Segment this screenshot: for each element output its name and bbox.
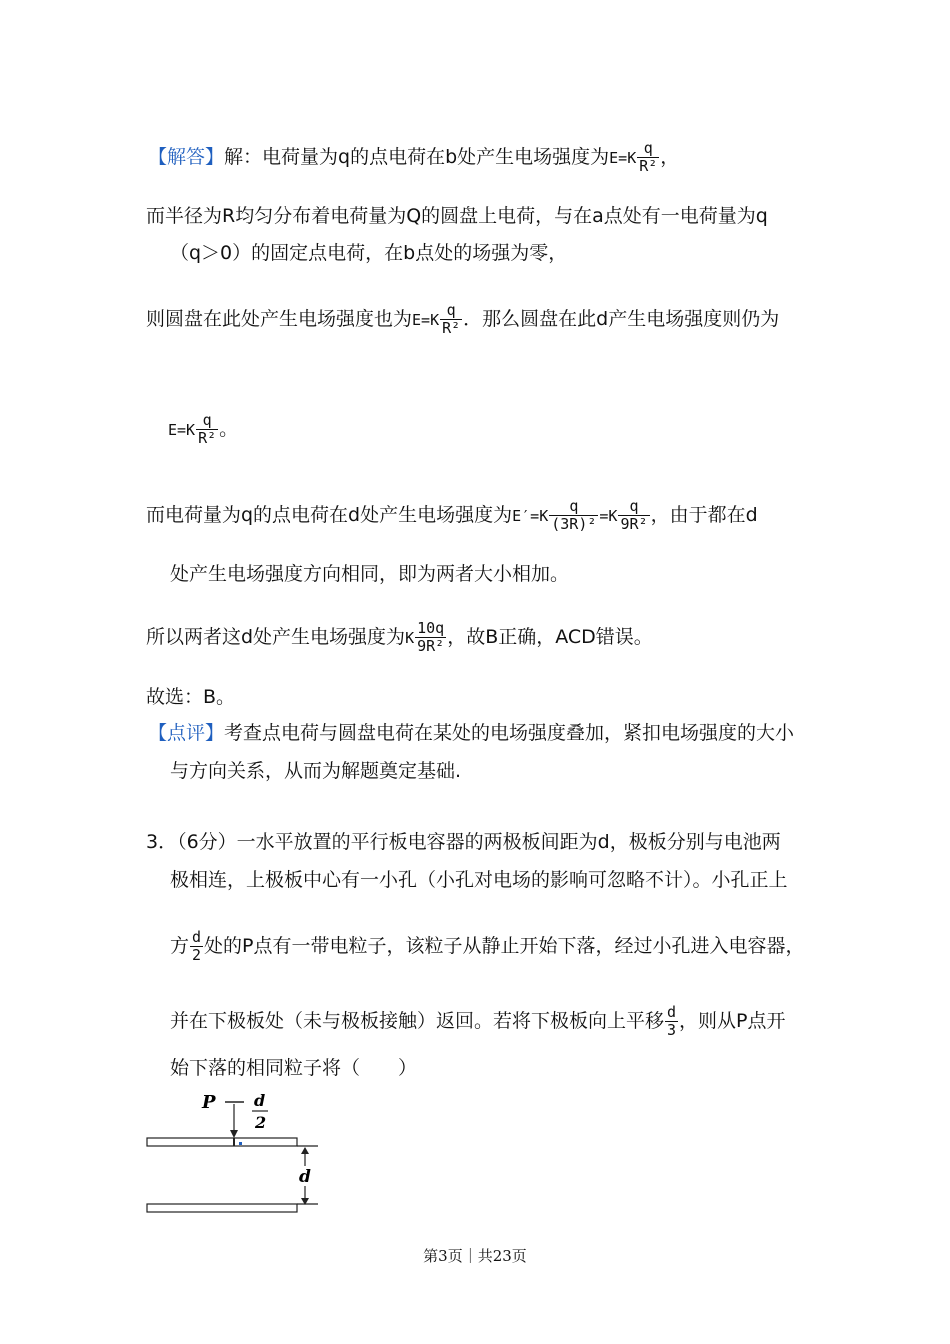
lower-plate bbox=[147, 1204, 297, 1212]
fraction: $\frac{q}{\text{9R²}}$ bbox=[620, 497, 648, 533]
fraction: $\frac{q}{\text{(3R)²}}$ bbox=[551, 497, 597, 533]
question-line-5: 始下落的相同粒子将（ ） bbox=[170, 1057, 418, 1079]
answer-line-3: （q＞0）的固定点电荷，在b点处的场强为零， bbox=[170, 242, 568, 264]
fraction: $\frac{q}{\text{R²}}$ bbox=[639, 139, 658, 175]
question-line-4: 并在下极板处（未与极板接触）返回。若将下极板向上平移 $\frac{d}{3}$ ，则从P点开 bbox=[170, 1003, 786, 1039]
fraction: $\frac{q}{\text{R²}}$ bbox=[198, 411, 217, 447]
answer-line-1: 【解答】解：电荷量为q的点电荷在b处产生电场强度为E=K $\frac{q}{\text{R²}}$ ， bbox=[148, 139, 680, 175]
page-footer: 第3页｜共23页 bbox=[423, 1247, 527, 1265]
answer-line-5: E=K $\frac{q}{\text{R²}}$ 。 bbox=[168, 411, 239, 447]
gap-arrowhead-top bbox=[301, 1147, 309, 1154]
point-p-label: P bbox=[202, 1092, 216, 1113]
comment-line-2: 与方向关系，从而为解题奠定基础. bbox=[170, 760, 462, 782]
comment-line-1: 【点评】考查点电荷与圆盘电荷在某处的电场强度叠加，紧扣电场强度的大小 bbox=[148, 722, 795, 744]
answer-line-4: 则圆盘在此处产生电场强度也为E=K $\frac{q}{\text{R²}}$ ．那么圆盘在此d产生电场强度则仍为 bbox=[146, 301, 780, 337]
fraction: $\frac{d}{3}$ bbox=[667, 1003, 677, 1039]
capacitor-figure bbox=[140, 1090, 330, 1220]
fraction: $\frac{10q}{\text{9R²}}$ bbox=[417, 619, 445, 655]
question-number: 3． bbox=[146, 831, 178, 853]
answer-line-8: 所以两者这d处产生电场强度为K $\frac{10q}{\text{9R²}}$ ，故B正确，ACD错误。 bbox=[146, 619, 653, 655]
fraction: $\frac{d}{2}$ bbox=[192, 928, 202, 964]
answer-tag: 【解答】 bbox=[148, 146, 225, 168]
half-d-arrowhead bbox=[230, 1130, 238, 1138]
answer-line-2: 而半径为R均匀分布着电荷量为Q的圆盘上电荷，与在a点处有一电荷量为q bbox=[146, 205, 768, 227]
fraction: $\frac{q}{\text{R²}}$ bbox=[442, 301, 461, 337]
question-line-1: 3．（6分）一水平放置的平行板电容器的两极板间距为d，极板分别与电池两 bbox=[146, 831, 781, 853]
gap-d-label: d bbox=[299, 1167, 311, 1187]
answer-line-7: 处产生电场强度方向相同，即为两者大小相加。 bbox=[170, 563, 570, 585]
half-d-denominator: 2 bbox=[255, 1113, 267, 1132]
answer-line-6: 而电荷量为q的点电荷在d处产生电场强度为E′=K $\frac{q}{\text{(3R)²}}$ =K $\frac{q}{\text{9R²}}$ ，由于都在d bbox=[146, 497, 758, 533]
question-line-2: 极相连，上极板中心有一小孔（小孔对电场的影响可忽略不计）。小孔正上 bbox=[170, 869, 788, 891]
charged-particle bbox=[239, 1142, 242, 1145]
question-line-3: 方 $\frac{d}{2}$ 处的P点有一带电粒子，该粒子从静止开始下落，经过小孔进入电容器， bbox=[170, 928, 805, 964]
comment-tag: 【点评】 bbox=[148, 722, 225, 744]
answer-choice: 故选：B。 bbox=[146, 686, 236, 708]
upper-plate bbox=[147, 1138, 297, 1146]
half-d-numerator: d bbox=[254, 1091, 266, 1110]
